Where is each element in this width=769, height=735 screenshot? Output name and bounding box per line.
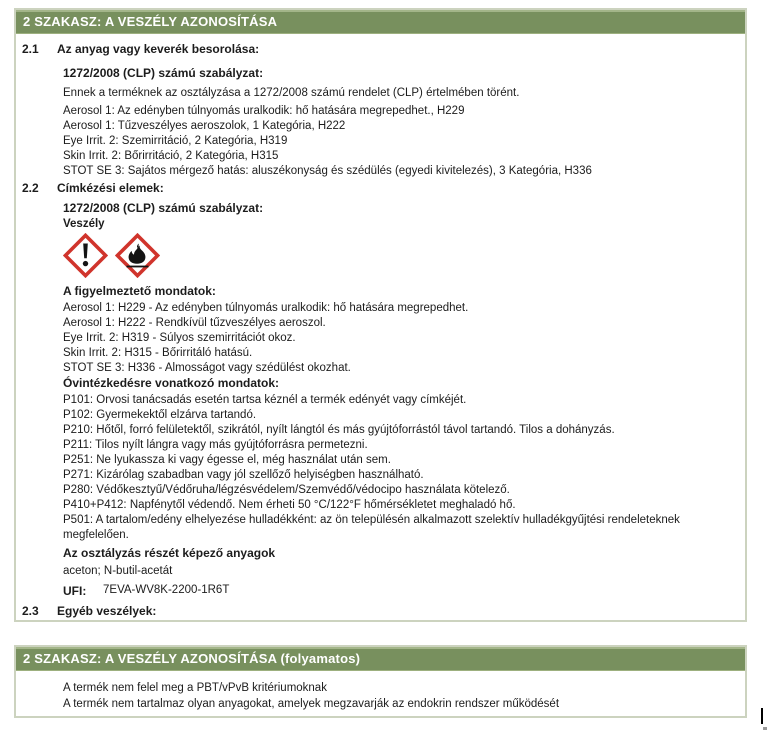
cursor-artifact bbox=[761, 708, 763, 724]
regulation-heading: 1272/2008 (CLP) számú szabályzat: bbox=[63, 66, 264, 80]
subsection-2-1-heading bbox=[16, 42, 735, 56]
classification-list bbox=[63, 104, 735, 179]
classification-components-heading: Az osztályzás részét képező anyagok bbox=[63, 546, 276, 560]
subsection-2-3-heading bbox=[16, 604, 735, 618]
section-2-continued-header-bar: 2 SZAKASZ: A VESZÉLY AZONOSÍTÁSA (folyamatos) bbox=[16, 647, 745, 671]
classification-intro: Ennek a terméknek az osztályzása a 1272/2008 számú rendelet (CLP) értelmében törént. bbox=[63, 87, 520, 99]
subsection-number: 2.3 bbox=[22, 604, 39, 618]
signal-word: Veszély bbox=[63, 218, 105, 230]
precaution-line: P251: Ne lyukassza ki vagy égesse el, még használat után sem. bbox=[63, 454, 391, 466]
classification-line: Aerosol 1: Az edényben túlnyomás uralkodik: hő hatására megrepedhet., H229 bbox=[63, 105, 465, 117]
precautionary-statements-heading: Óvintézkedésre vonatkozó mondatok: bbox=[63, 376, 280, 390]
hazard-statement-line: Eye Irrit. 2: H319 - Súlyos szemirritációt okoz. bbox=[63, 332, 296, 344]
precaution-line: P102: Gyermekektől elzárva tartandó. bbox=[63, 409, 257, 421]
subsection-title: Egyéb veszélyek: bbox=[57, 604, 157, 618]
ufi-label: UFI: bbox=[63, 584, 87, 598]
section-2-box bbox=[14, 8, 747, 622]
ghs-flame-icon bbox=[115, 233, 160, 278]
ufi-row bbox=[63, 584, 735, 598]
hazard-statement-line: Aerosol 1: H222 - Rendkívül tűzveszélyes aeroszol. bbox=[63, 317, 326, 329]
classification-line: Aerosol 1: Tűzveszélyes aeroszolok, 1 Kategória, H222 bbox=[63, 120, 346, 132]
classification-line: Skin Irrit. 2: Bőrirritáció, 2 Kategória, H315 bbox=[63, 150, 279, 162]
hazard-statements-list bbox=[63, 301, 735, 376]
precaution-line: P210: Hőtől, forró felületektől, szikrától, nyílt lángtól és más gyújtóforrástól távol tartandó. Tilos a dohányzás. bbox=[63, 424, 615, 436]
regulation-heading: 1272/2008 (CLP) számú szabályzat: bbox=[63, 201, 264, 215]
hazard-statement-line: Skin Irrit. 2: H315 - Bőrirritáló hatású. bbox=[63, 347, 253, 359]
subsection-title: Címkézési elemek: bbox=[57, 181, 164, 195]
subsection-number: 2.1 bbox=[22, 42, 39, 56]
cursor-artifact-dot bbox=[763, 727, 767, 730]
precautionary-statements-list bbox=[63, 393, 735, 543]
subsection-title: Az anyag vagy keverék besorolása: bbox=[57, 42, 260, 56]
continuation-line: A termék nem felel meg a PBT/vPvB kritériumoknak bbox=[63, 682, 327, 694]
subsection-number: 2.2 bbox=[22, 181, 39, 195]
ufi-value: 7EVA-WV8K-2200-1R6T bbox=[103, 584, 230, 596]
classification-line: Eye Irrit. 2: Szemirritáció, 2 Kategória, H319 bbox=[63, 135, 288, 147]
precaution-line: P101: Orvosi tanácsadás esetén tartsa kéznél a termék edényét vagy címkéjét. bbox=[63, 394, 467, 406]
ghs-pictograms bbox=[63, 233, 735, 278]
ghs-exclamation-mark-icon bbox=[63, 233, 108, 278]
section-2-continued-box bbox=[14, 645, 747, 718]
classification-components: aceton; N-butil-acetát bbox=[63, 565, 173, 577]
hazard-statement-line: Aerosol 1: H229 - Az edényben túlnyomás uralkodik: hő hatására megrepedhet. bbox=[63, 302, 469, 314]
subsection-2-2-heading bbox=[16, 181, 735, 195]
precaution-line: P280: Védőkesztyű/Védőruha/légzésvédelem/Szemvédő/védocipo használata kötelező. bbox=[63, 484, 510, 496]
continuation-line: A termék nem tartalmaz olyan anyagokat, amelyek megzavarják az endokrin rendszer működését bbox=[63, 698, 560, 710]
precaution-line: P410+P412: Napfénytől védendő. Nem érheti 50 °C/122°F hőmérsékletet meghaladó hő. bbox=[63, 499, 516, 511]
hazard-statement-line: STOT SE 3: H336 - Almosságot vagy szédülést okozhat. bbox=[63, 362, 351, 374]
hazard-statements-heading: A figyelmeztető mondatok: bbox=[63, 284, 216, 298]
precaution-line: P271: Kizárólag szabadban vagy jól szellőző helyiségben használható. bbox=[63, 469, 424, 481]
precaution-line: P501: A tartalom/edény elhelyezése hulladékként: az ön településén alkalmazott szelektív hulladékgyűjtési rendeleteknek megfelelően. bbox=[63, 514, 680, 541]
classification-line: STOT SE 3: Sajátos mérgező hatás: aluszékonyság és szédülés (egyedi kivitelezés), 3 Kategória, H336 bbox=[63, 165, 592, 177]
section-2-header-bar: 2 SZAKASZ: A VESZÉLY AZONOSÍTÁSA bbox=[16, 10, 745, 34]
precaution-line: P211: Tilos nyílt lángra vagy más gyújtóforrásra permetezni. bbox=[63, 439, 368, 451]
